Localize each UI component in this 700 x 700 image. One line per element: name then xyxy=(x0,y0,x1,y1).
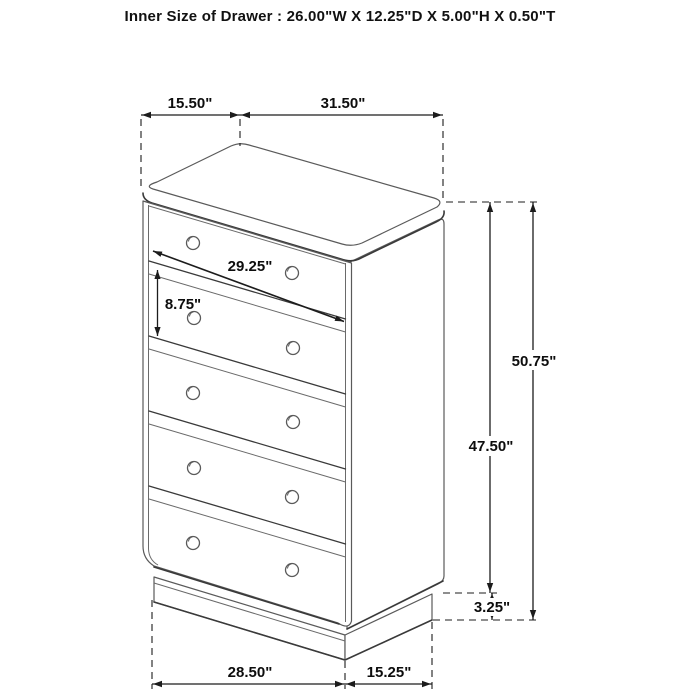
dim-label-top-width: 31.50" xyxy=(320,95,366,112)
dim-label-base-width: 28.50" xyxy=(227,664,273,681)
dim-top xyxy=(141,112,443,118)
diagram-title: Inner Size of Drawer : 26.00"W X 12.25"D X 5.00"H X 0.50"T xyxy=(124,8,556,25)
dim-label-total-height: 50.75" xyxy=(511,353,557,370)
dim-label-top-depth: 15.50" xyxy=(167,95,213,112)
dim-label-drawer-height: 8.75" xyxy=(164,296,202,313)
dim-label-base-depth: 15.25" xyxy=(366,664,412,681)
dim-bottom xyxy=(152,681,432,687)
dim-right xyxy=(487,202,536,620)
chest-side-panel xyxy=(347,219,444,629)
chest-line-art xyxy=(143,144,444,660)
dim-label-base-height: 3.25" xyxy=(473,599,511,616)
dim-label-body-height: 47.50" xyxy=(468,438,514,455)
dim-label-inner-width: 29.25" xyxy=(227,258,273,275)
